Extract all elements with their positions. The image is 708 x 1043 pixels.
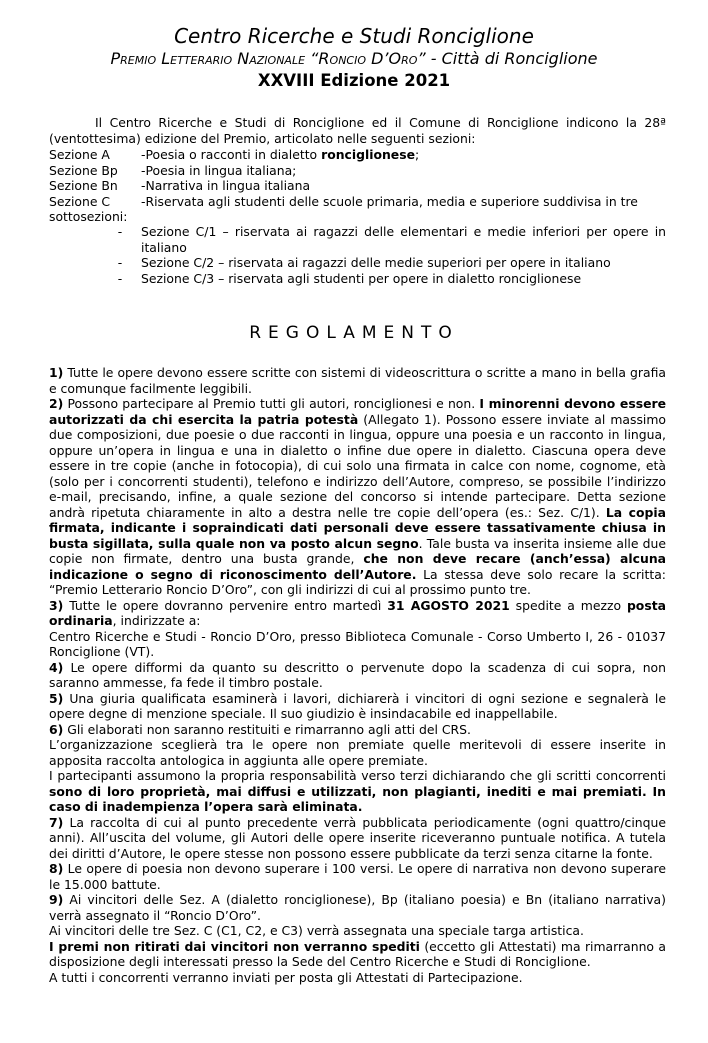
regolamento-heading: REGOLAMENTO — [249, 323, 459, 343]
rule-text-bold: I premi non ritirati dai vincitori non verranno spediti — [49, 938, 420, 954]
rules-body — [49, 365, 666, 985]
section-text — [141, 147, 666, 163]
rule-text-bold: posta ordinaria — [49, 597, 666, 628]
sections-list — [49, 147, 666, 225]
rule-6-paragraph: L’organizzazione sceglierà tra le opere non premiate quelle meritevoli di essere inserite in apposita raccolta antologica in aggiunta alle opere premiate. — [49, 737, 666, 768]
rule-5 — [49, 691, 666, 722]
rule-number: 1) — [49, 365, 64, 380]
rule-9-paragraph: A tutti i concorrenti verranno inviati per posta gli Attestati di Partecipazione. — [49, 969, 523, 985]
section-text-part: -Poesia o racconti in dialetto — [141, 147, 322, 162]
section-continuation: sottosezioni: — [49, 209, 128, 224]
rule-9 — [49, 892, 666, 923]
subsection-text: Sezione C/2 – riservata ai ragazzi delle medie superiori per opere in italiano — [141, 255, 611, 270]
section-text: -Riservata agli studenti delle scuole primaria, media e superiore suddivisa in tre — [141, 193, 638, 209]
rule-6 — [49, 722, 666, 738]
rule-6-paragraph — [49, 768, 666, 815]
section-row — [49, 178, 666, 194]
rule-number: 2) — [49, 396, 64, 411]
deadline-date: 31 AGOSTO 2021 — [387, 597, 510, 613]
rule-number: 8) — [49, 861, 64, 876]
rule-1 — [49, 365, 666, 396]
section-label: Sezione A — [49, 147, 110, 162]
bullet-dash: - — [117, 255, 123, 270]
subsection-text: Sezione C/3 – riservata agli studenti per opere in dialetto ronciglionese — [141, 270, 582, 286]
rule-8 — [49, 861, 666, 892]
rule-4 — [49, 660, 666, 691]
rule-text: Una giuria qualificata esaminerà i lavori, dichiarerà i vincitori di ogni sezione e segnalerà le opere degne di menzione speciale. Il suo giudizio è insindacabile ed inappellabile. — [49, 690, 666, 721]
rule-number: 6) — [49, 721, 64, 737]
rule-text: Gli elaborati non saranno restituiti e rimarranno agli atti del CRS. — [63, 721, 471, 737]
bullet-dash: - — [117, 224, 123, 239]
intro-paragraph — [49, 115, 666, 146]
section-row — [49, 194, 666, 210]
rule-text: . Tale busta va inserita insieme alle due copie non firmate, dentro una busta grande, — [49, 535, 666, 566]
rule-number: 4) — [49, 659, 64, 675]
rule-3 — [49, 598, 666, 629]
section-label: Sezione Bp — [49, 162, 118, 178]
subsection-text: Sezione C/1 – riservata ai ragazzi delle elementari e medie inferiori per opere in italiano — [141, 224, 666, 255]
bullet-dash: - — [117, 270, 123, 286]
rule-text: La stessa deve solo recare la scritta: “Premio Letterario Roncio D’Oro”, con gli indirizzi di cui al prossimo punto tre. — [49, 566, 666, 597]
subsections-list — [49, 224, 666, 286]
rule-text: Le opere difformi da quanto su descritto o pervenute dopo la scadenza di cui sopra, non saranno ammesse, fa fede il timbro postale. — [49, 659, 666, 690]
prize-brand: “Roncio D’Oro” — [305, 49, 426, 68]
rule-text-bold: sono di loro proprietà, mai diffusi e utilizzati, non plagianti, inediti e mai premiati. In caso di inadempienza l’opera sarà eliminata. — [49, 783, 666, 814]
rule-number: 5) — [49, 690, 64, 706]
rule-2 — [49, 396, 666, 598]
rule-text: (Allegato 1). Possono essere inviate al massimo due composizioni, due poesie o due racconti in lingua, oppure una poesia e un racconto in lingua, oppure un’opera in lingua e una in dialetto o infine due opere in dialetto. Ciascuna opera deve essere in tre copie (anche in fotocopia), di cui solo una firmata in calce con nome, cognome, età (solo per i concorrenti studenti), telefono e indirizzo dell’Autore, compreso, se possibile l’indirizzo e-mail, precisando, infine, a quale sezione del concorso si intende partecipare. Detta sezione andrà ripetuta chiaramente in alto a destra nelle tre copie dell’opera (es.: Sez. C/1). — [49, 411, 666, 520]
rule-text: Le opere di poesia non devono superare i 100 versi. Le opere di narrativa non devono superare le 15.000 battute. — [49, 861, 666, 892]
rule-text: Ai vincitori delle Sez. A (dialetto ronciglionese), Bp (italiano poesia) e Bn (italiano narrativa) verrà assegnato il “Roncio D’Oro”. — [49, 892, 666, 923]
rule-text-bold: che non deve recare (anch’essa) alcuna indicazione o segno di riconoscimento dell’Autore. — [49, 551, 666, 582]
edition-title: XXVIII Edizione 2021 — [257, 71, 451, 90]
rule-text: spedite a mezzo — [509, 597, 627, 613]
section-label: Sezione C — [49, 193, 111, 209]
section-text-bold: ronciglionese — [321, 147, 415, 162]
rule-text: Possono partecipare al Premio tutti gli autori, ronciglionesi e non. — [63, 396, 480, 411]
rule-number: 3) — [49, 597, 64, 613]
subsection-item — [49, 224, 666, 255]
rule-9-paragraph: Ai vincitori delle tre Sez. C (C1, C2, e C3) verrà assegnata una speciale targa artistica. — [49, 923, 584, 938]
mailing-address: Centro Ricerche e Studi - Roncio D’Oro, presso Biblioteca Comunale - Corso Umberto I, 26 - 01037 Ronciglione (VT). — [49, 628, 666, 659]
section-text-end: ; — [415, 147, 420, 162]
rule-7 — [49, 815, 666, 862]
subsection-item — [49, 255, 666, 271]
rule-text-bold: La copia firmata, indicante i sopraindicati dati personali deve essere tassativamente chiusa in busta sigillata, sulla quale non va posto alcun segno — [49, 504, 667, 551]
rule-number: 9) — [49, 892, 64, 907]
rule-text: La raccolta di cui al punto precedente verrà pubblicata periodicamente (ogni quattro/cinque anni). All’uscita del volume, gli Autori delle opere inserite riceveranno puntuale notifica. A tutela dei diritti d’Autore, le opere stesse non possono essere pubblicate da terzi senza citarne la fonte. — [49, 814, 666, 861]
subsection-item — [49, 271, 666, 287]
prize-city: - Città di Ronciglione — [425, 49, 598, 68]
rule-text: Tutte le opere devono essere scritte con sistemi di videoscrittura o scritte a mano in bella grafia e comunque facilmente leggibili. — [49, 365, 666, 396]
section-label: Sezione Bn — [49, 178, 118, 193]
rule-text: I partecipanti assumono la propria responsabilità verso terzi dichiarando che gli scritti concorrenti — [49, 768, 666, 783]
section-row — [49, 163, 666, 179]
section-text: -Poesia in lingua italiana; — [141, 162, 297, 178]
rule-number: 7) — [49, 814, 64, 830]
section-row — [49, 147, 666, 163]
prize-name: Premio Letterario Nazionale — [110, 49, 306, 68]
rule-text: (eccetto gli Attestati) ma rimarranno a disposizione degli interessati presso la Sede del Centro Ricerche e Studi di Ronciglione. — [49, 938, 666, 969]
organization-title: Centro Ricerche e Studi Ronciglione — [174, 24, 534, 48]
section-text: -Narrativa in lingua italiana — [141, 178, 311, 193]
rule-text-bold: I minorenni devono essere autorizzati da chi esercita la patria potestà — [49, 396, 666, 427]
rule-text: , indirizzate a: — [112, 613, 201, 628]
intro-text: Il Centro Ricerche e Studi di Ronciglione ed il Comune di Ronciglione indicono la 28ª (ventottesima) edizione del Premio, articolato nelle seguenti sezioni: — [49, 115, 666, 146]
rule-9-paragraph — [49, 939, 666, 970]
rule-text: Tutte le opere dovranno pervenire entro martedì — [63, 597, 388, 613]
prize-title — [0, 49, 708, 69]
